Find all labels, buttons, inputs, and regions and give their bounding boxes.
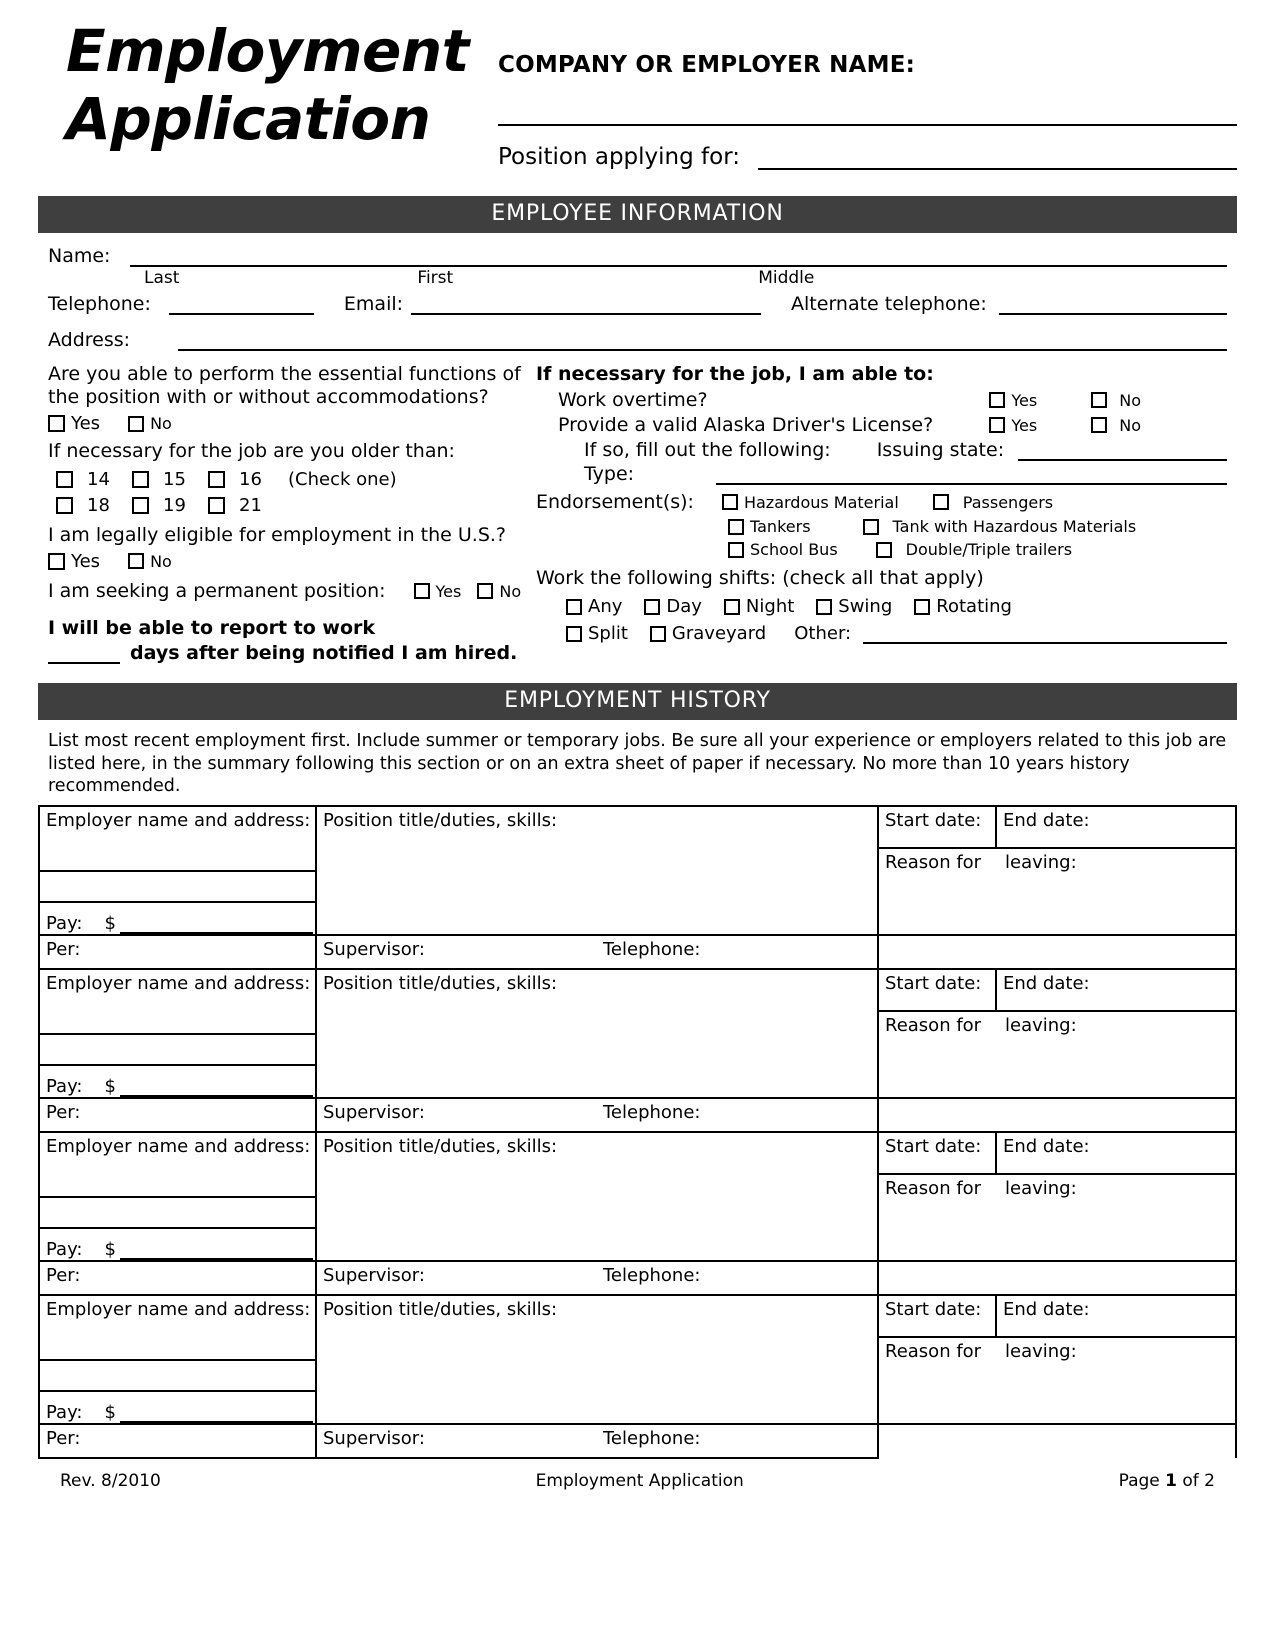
shifts-row-1 bbox=[536, 596, 1227, 617]
employer-cell-2[interactable] bbox=[39, 969, 316, 1098]
pay-label-2: Pay: bbox=[46, 1076, 83, 1098]
address-row bbox=[48, 329, 1227, 351]
endorsement-tank-hazardous-checkbox[interactable] bbox=[863, 519, 879, 535]
report-to-work-line2: days after being notified I am hired. bbox=[130, 642, 518, 665]
supervisor-cell-2[interactable] bbox=[316, 1098, 878, 1132]
supervisor-telephone-label-1: Telephone: bbox=[603, 939, 701, 961]
leaving-label-2: leaving: bbox=[1005, 1015, 1077, 1037]
permanent-position-yes-checkbox[interactable] bbox=[414, 583, 430, 599]
employer-line-1b[interactable] bbox=[40, 872, 315, 903]
employer-line-3a[interactable] bbox=[40, 1167, 315, 1198]
supervisor-cell-4[interactable] bbox=[316, 1424, 878, 1458]
endorsement-hazardous-material-label: Hazardous Material bbox=[743, 492, 899, 512]
endorsement-tank-hazardous-label: Tank with Hazardous Materials bbox=[892, 517, 1137, 537]
reason-for-label-1: Reason for bbox=[885, 852, 982, 874]
shift-graveyard-label: Graveyard bbox=[671, 623, 767, 645]
shift-rotating-cell bbox=[914, 596, 1012, 617]
employer-cell-4[interactable] bbox=[39, 1295, 316, 1424]
report-to-work-line2-row bbox=[48, 642, 528, 665]
per-cell-3[interactable] bbox=[39, 1261, 316, 1295]
age-row-1 bbox=[48, 469, 528, 490]
end-date-cell-2[interactable] bbox=[996, 969, 1236, 1011]
check-one-hint: (Check one) bbox=[288, 468, 397, 490]
endorsement-tankers-label: Tankers bbox=[750, 517, 811, 537]
per-cell-2[interactable] bbox=[39, 1098, 316, 1132]
valid-license-yes-checkbox[interactable] bbox=[989, 417, 1005, 433]
reason-cell-2[interactable] bbox=[878, 1011, 1236, 1098]
questions-columns bbox=[48, 363, 1227, 665]
employer-label-3: Employer name and address: bbox=[46, 1136, 311, 1158]
shift-rotating-label: Rotating bbox=[936, 596, 1012, 618]
page-title bbox=[38, 18, 498, 154]
employer-label-2: Employer name and address: bbox=[46, 973, 311, 995]
dollar-sign-2: $ bbox=[104, 1076, 116, 1098]
dollar-sign-3: $ bbox=[104, 1239, 116, 1261]
per-label-4: Per: bbox=[46, 1428, 81, 1450]
position-cell-4[interactable] bbox=[316, 1295, 878, 1424]
start-date-label-4: Start date: bbox=[885, 1299, 982, 1321]
reason-continuation-4 bbox=[878, 1424, 1236, 1458]
form-header bbox=[38, 0, 1237, 190]
dollar-sign-1: $ bbox=[104, 913, 116, 935]
endorsement-double-triple-checkbox[interactable] bbox=[876, 542, 892, 558]
questions-right-column bbox=[528, 363, 1227, 665]
start-date-label-3: Start date: bbox=[885, 1136, 982, 1158]
telephone-input[interactable] bbox=[169, 295, 314, 315]
employment-history-table bbox=[38, 805, 1237, 1459]
shift-night-label: Night bbox=[745, 596, 795, 618]
age-15-label: 15 bbox=[163, 468, 186, 490]
address-label: Address: bbox=[48, 329, 131, 351]
email-label: Email: bbox=[343, 293, 404, 315]
end-date-label-2: End date: bbox=[1003, 973, 1090, 995]
age-21-label: 21 bbox=[239, 494, 262, 516]
supervisor-telephone-label-4: Telephone: bbox=[603, 1428, 701, 1450]
position-label: Position applying for: bbox=[498, 144, 741, 170]
name-row bbox=[48, 245, 1227, 267]
pay-row-3 bbox=[40, 1229, 315, 1260]
position-cell-2[interactable] bbox=[316, 969, 878, 1098]
reason-cell-3[interactable] bbox=[878, 1174, 1236, 1261]
employer-label-1: Employer name and address: bbox=[46, 810, 311, 832]
start-date-label-2: Start date: bbox=[885, 973, 982, 995]
endorsements-row-2 bbox=[536, 517, 1227, 536]
supervisor-label-4: Supervisor: bbox=[323, 1428, 425, 1450]
reason-for-label-4: Reason for bbox=[885, 1341, 982, 1363]
shift-other-label: Other: bbox=[794, 623, 852, 645]
license-type-input[interactable] bbox=[716, 465, 1227, 485]
position-input[interactable] bbox=[758, 148, 1237, 170]
essential-functions-no-label: No bbox=[150, 414, 172, 434]
section-header-employee-information: EMPLOYEE INFORMATION bbox=[38, 196, 1237, 233]
employer-line-3b[interactable] bbox=[40, 1198, 315, 1229]
age-16-label: 16 bbox=[239, 468, 262, 490]
name-input[interactable] bbox=[130, 247, 1227, 267]
age-14-cell bbox=[56, 469, 132, 490]
reason-for-label-2: Reason for bbox=[885, 1015, 982, 1037]
age-14-checkbox[interactable] bbox=[56, 471, 73, 488]
report-to-work-line1: I will be able to report to work bbox=[48, 616, 376, 639]
essential-functions-no-checkbox[interactable] bbox=[128, 416, 144, 432]
supervisor-telephone-label-3: Telephone: bbox=[603, 1265, 701, 1287]
endorsement-tankers-checkbox[interactable] bbox=[728, 519, 744, 535]
footer-title: Employment Application bbox=[535, 1471, 744, 1492]
valid-license-no-label: No bbox=[1119, 415, 1141, 435]
telephone-row bbox=[48, 293, 1227, 315]
if-necessary-heading: If necessary for the job, I am able to: bbox=[536, 363, 934, 385]
shift-day-cell bbox=[644, 596, 702, 617]
supervisor-label-3: Supervisor: bbox=[323, 1265, 425, 1287]
work-overtime-no-checkbox[interactable] bbox=[1091, 392, 1107, 408]
questions-left-column bbox=[48, 363, 528, 665]
telephone-label: Telephone: bbox=[48, 293, 151, 315]
employer-line-4b[interactable] bbox=[40, 1361, 315, 1392]
footer-page-current: 1 bbox=[1165, 1471, 1177, 1492]
age-14-label: 14 bbox=[87, 468, 110, 490]
leaving-label-3: leaving: bbox=[1005, 1178, 1077, 1200]
essential-functions-question: Are you able to perform the essential functions of the position with or without accommodations? bbox=[48, 363, 521, 409]
essential-functions-yes-checkbox[interactable] bbox=[48, 415, 65, 432]
valid-license-yes-label: Yes bbox=[1011, 415, 1038, 435]
work-overtime-yes-label: Yes bbox=[1011, 390, 1038, 410]
dollar-sign-4: $ bbox=[104, 1402, 116, 1424]
employment-history-rows bbox=[39, 806, 1236, 1458]
end-date-label-1: End date: bbox=[1003, 810, 1090, 832]
title-line-1: Employment bbox=[66, 17, 469, 85]
company-name-label: COMPANY OR EMPLOYER NAME: bbox=[498, 52, 916, 78]
employer-line-2a[interactable] bbox=[40, 1004, 315, 1035]
age-15-checkbox[interactable] bbox=[132, 471, 149, 488]
employer-cell-1[interactable] bbox=[39, 806, 316, 935]
pay-input-2[interactable] bbox=[120, 1077, 313, 1097]
end-date-cell-4[interactable] bbox=[996, 1295, 1236, 1337]
supervisor-label-1: Supervisor: bbox=[323, 939, 425, 961]
start-date-cell-4[interactable] bbox=[878, 1295, 996, 1337]
table-row bbox=[39, 1295, 1236, 1337]
shift-any-label: Any bbox=[588, 596, 623, 618]
endorsement-school-bus-label: School Bus bbox=[750, 540, 838, 560]
age-15-cell bbox=[132, 469, 208, 490]
footer-page-prefix: Page bbox=[1118, 1471, 1166, 1492]
age-18-cell bbox=[56, 495, 132, 516]
title-line-2: Application bbox=[66, 84, 431, 153]
per-label-3: Per: bbox=[46, 1265, 81, 1287]
table-row bbox=[39, 1424, 1236, 1458]
shift-other-input[interactable] bbox=[863, 624, 1227, 644]
issuing-state-row bbox=[536, 439, 1227, 461]
end-date-cell-1[interactable] bbox=[996, 806, 1236, 848]
endorsement-school-bus-checkbox[interactable] bbox=[728, 542, 744, 558]
reason-continuation-2 bbox=[878, 1098, 1236, 1132]
last-name-sublabel: Last bbox=[144, 268, 180, 288]
age-16-checkbox[interactable] bbox=[208, 471, 225, 488]
supervisor-telephone-label-2: Telephone: bbox=[603, 1102, 701, 1124]
employer-line-1a[interactable] bbox=[40, 841, 315, 872]
valid-license-row bbox=[536, 414, 1227, 436]
per-label-2: Per: bbox=[46, 1102, 81, 1124]
page-footer bbox=[38, 1459, 1237, 1491]
employer-line-4a[interactable] bbox=[40, 1330, 315, 1361]
endorsement-hazardous-material-checkbox[interactable] bbox=[722, 494, 738, 510]
end-date-label-3: End date: bbox=[1003, 1136, 1090, 1158]
supervisor-label-2: Supervisor: bbox=[323, 1102, 425, 1124]
age-19-cell bbox=[132, 495, 208, 516]
work-overtime-no-label: No bbox=[1119, 390, 1141, 410]
start-date-cell-1[interactable] bbox=[878, 806, 996, 848]
issuing-state-input[interactable] bbox=[1018, 441, 1227, 461]
position-label-3: Position title/duties, skills: bbox=[323, 1136, 558, 1158]
end-date-cell-3[interactable] bbox=[996, 1132, 1236, 1174]
pay-label-1: Pay: bbox=[46, 913, 83, 935]
shift-night-checkbox[interactable] bbox=[724, 599, 740, 615]
older-than-question: If necessary for the job are you older than: bbox=[48, 440, 455, 463]
legally-eligible-no-label: No bbox=[150, 551, 172, 571]
name-label: Name: bbox=[48, 245, 111, 267]
work-overtime-label: Work overtime? bbox=[558, 389, 708, 412]
shift-night-cell bbox=[724, 596, 794, 617]
pay-row-2 bbox=[40, 1066, 315, 1097]
legally-eligible-yes-label: Yes bbox=[71, 550, 101, 572]
shift-graveyard-checkbox[interactable] bbox=[650, 626, 666, 642]
endorsements-row-3 bbox=[536, 540, 1227, 559]
legally-eligible-no-checkbox[interactable] bbox=[128, 553, 144, 569]
per-label-1: Per: bbox=[46, 939, 81, 961]
pay-input-4[interactable] bbox=[120, 1403, 313, 1423]
shift-swing-label: Swing bbox=[838, 596, 893, 618]
table-row bbox=[39, 1261, 1236, 1295]
start-date-cell-2[interactable] bbox=[878, 969, 996, 1011]
employment-history-note: List most recent employment first. Include summer or temporary jobs. Be sure all your experience or employers related to this job are listed here, in the summary following this section or on an extra sheet of paper if necessary. No more than 10 years history recommended. bbox=[48, 731, 1227, 796]
shift-swing-checkbox[interactable] bbox=[816, 599, 832, 615]
reason-continuation-1 bbox=[878, 935, 1236, 969]
start-date-label-1: Start date: bbox=[885, 810, 982, 832]
pay-input-1[interactable] bbox=[120, 914, 313, 934]
endorsement-passengers-checkbox[interactable] bbox=[933, 494, 949, 510]
position-label-4: Position title/duties, skills: bbox=[323, 1299, 558, 1321]
table-row bbox=[39, 969, 1236, 1011]
company-name-input[interactable] bbox=[498, 124, 1237, 126]
footer-page-suffix: of 2 bbox=[1176, 1471, 1215, 1492]
employer-label-4: Employer name and address: bbox=[46, 1299, 311, 1321]
shifts-row-2 bbox=[536, 623, 1227, 644]
shift-split-checkbox[interactable] bbox=[566, 626, 582, 642]
permanent-position-no-label: No bbox=[499, 581, 522, 601]
end-date-label-4: End date: bbox=[1003, 1299, 1090, 1321]
permanent-position-yes-label: Yes bbox=[435, 581, 462, 601]
middle-name-sublabel: Middle bbox=[758, 268, 815, 288]
endorsements-row-1 bbox=[536, 491, 1227, 513]
pay-row-1 bbox=[40, 903, 315, 934]
first-name-sublabel: First bbox=[417, 268, 454, 288]
essential-functions-yes-label: Yes bbox=[71, 413, 101, 435]
shift-any-cell bbox=[566, 596, 622, 617]
pay-label-4: Pay: bbox=[46, 1402, 83, 1424]
pay-input-3[interactable] bbox=[120, 1240, 313, 1260]
email-input[interactable] bbox=[411, 295, 761, 315]
shift-swing-cell bbox=[816, 596, 892, 617]
shift-day-checkbox[interactable] bbox=[644, 599, 660, 615]
footer-revision: Rev. 8/2010 bbox=[60, 1471, 161, 1492]
reason-cell-4[interactable] bbox=[878, 1337, 1236, 1424]
valid-license-no-checkbox[interactable] bbox=[1091, 417, 1107, 433]
leaving-label-1: leaving: bbox=[1005, 852, 1077, 874]
alternate-telephone-input[interactable] bbox=[999, 295, 1227, 315]
shift-split-cell bbox=[566, 623, 628, 644]
position-row bbox=[498, 144, 1237, 170]
legally-eligible-question: I am legally eligible for employment in the U.S.? bbox=[48, 523, 507, 546]
footer-page-number bbox=[1119, 1471, 1215, 1491]
age-21-checkbox[interactable] bbox=[208, 497, 225, 514]
shift-day-label: Day bbox=[666, 596, 702, 618]
legally-eligible-answer-row bbox=[48, 551, 528, 572]
work-overtime-yes-checkbox[interactable] bbox=[989, 392, 1005, 408]
if-so-label: If so, fill out the following: bbox=[584, 439, 831, 462]
shift-split-label: Split bbox=[588, 623, 628, 645]
table-row bbox=[39, 1098, 1236, 1132]
license-type-row bbox=[536, 463, 1227, 485]
start-date-cell-3[interactable] bbox=[878, 1132, 996, 1174]
age-18-checkbox[interactable] bbox=[56, 497, 73, 514]
per-cell-4[interactable] bbox=[39, 1424, 316, 1458]
position-cell-1[interactable] bbox=[316, 806, 878, 935]
shifts-question: Work the following shifts: (check all that apply) bbox=[536, 567, 984, 590]
permanent-position-no-checkbox[interactable] bbox=[477, 583, 493, 599]
permanent-position-row bbox=[48, 580, 528, 603]
age-16-cell bbox=[208, 469, 284, 490]
issuing-state-label: Issuing state: bbox=[876, 439, 1005, 462]
legally-eligible-yes-checkbox[interactable] bbox=[48, 553, 65, 570]
employee-information-section bbox=[38, 233, 1237, 665]
valid-license-label: Provide a valid Alaska Driver's License? bbox=[558, 414, 934, 437]
work-overtime-row bbox=[536, 389, 1227, 411]
supervisor-cell-1[interactable] bbox=[316, 935, 878, 969]
employer-line-2b[interactable] bbox=[40, 1035, 315, 1066]
name-sublabels bbox=[48, 268, 1227, 292]
shift-any-checkbox[interactable] bbox=[566, 599, 582, 615]
endorsements-label: Endorsement(s): bbox=[536, 491, 694, 514]
age-row-2 bbox=[48, 495, 528, 516]
table-row bbox=[39, 1132, 1236, 1174]
age-18-label: 18 bbox=[87, 494, 110, 516]
employer-cell-3[interactable] bbox=[39, 1132, 316, 1261]
endorsement-double-triple-label: Double/Triple trailers bbox=[905, 540, 1073, 560]
reason-continuation-3 bbox=[878, 1261, 1236, 1295]
shift-rotating-checkbox[interactable] bbox=[914, 599, 930, 615]
shift-graveyard-cell bbox=[650, 623, 766, 644]
days-input[interactable] bbox=[48, 644, 120, 664]
age-21-cell bbox=[208, 495, 284, 516]
per-cell-1[interactable] bbox=[39, 935, 316, 969]
header-right-block bbox=[498, 18, 1237, 170]
essential-functions-answer-row bbox=[48, 413, 528, 434]
leaving-label-4: leaving: bbox=[1005, 1341, 1077, 1363]
reason-cell-1[interactable] bbox=[878, 848, 1236, 935]
supervisor-cell-3[interactable] bbox=[316, 1261, 878, 1295]
reason-for-label-3: Reason for bbox=[885, 1178, 982, 1200]
endorsement-passengers-label: Passengers bbox=[962, 492, 1054, 512]
position-cell-3[interactable] bbox=[316, 1132, 878, 1261]
table-row bbox=[39, 935, 1236, 969]
license-type-label: Type: bbox=[584, 463, 635, 486]
age-19-checkbox[interactable] bbox=[132, 497, 149, 514]
age-19-label: 19 bbox=[163, 494, 186, 516]
pay-label-3: Pay: bbox=[46, 1239, 83, 1261]
table-row bbox=[39, 806, 1236, 848]
address-input[interactable] bbox=[178, 329, 1227, 351]
section-header-employment-history: EMPLOYMENT HISTORY bbox=[38, 683, 1237, 720]
position-label-2: Position title/duties, skills: bbox=[323, 973, 558, 995]
position-label-1: Position title/duties, skills: bbox=[323, 810, 558, 832]
permanent-position-question: I am seeking a permanent position: bbox=[48, 579, 386, 602]
pay-row-4 bbox=[40, 1392, 315, 1423]
alternate-telephone-label: Alternate telephone: bbox=[791, 293, 987, 315]
